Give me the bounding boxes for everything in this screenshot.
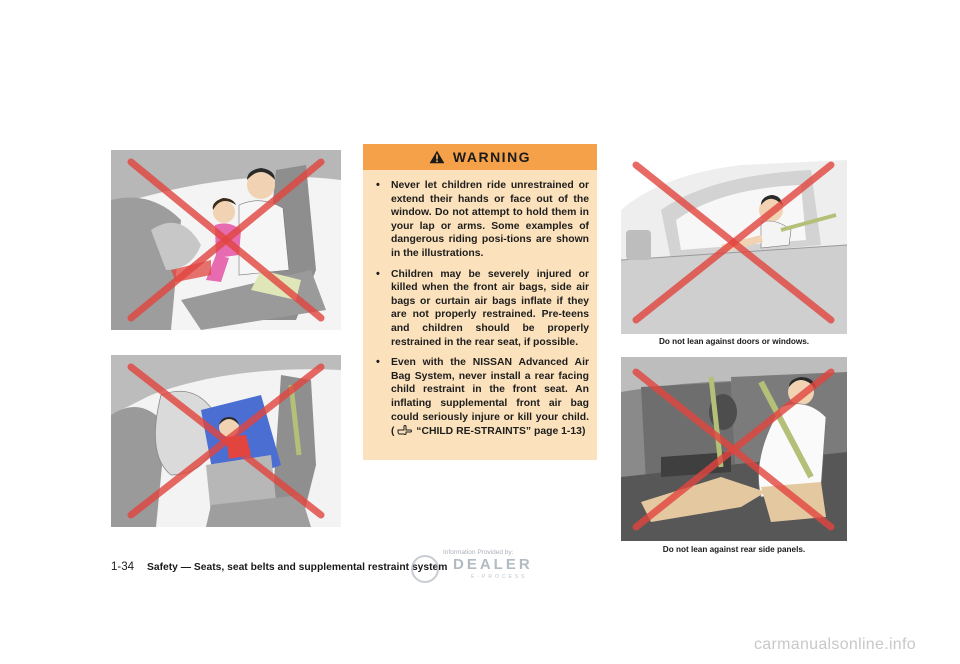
reference-link[interactable]: “CHILD RE-STRAINTS” page 1-13)	[416, 426, 586, 438]
dealer-name: DEALER	[453, 556, 533, 573]
dealer-tagline: E-PROCESS	[471, 574, 528, 580]
page-number: 1-34	[111, 561, 135, 573]
caption-side-panel: Do not lean against rear side panels.	[662, 545, 806, 554]
globe-icon	[411, 555, 439, 583]
warning-item	[373, 268, 589, 350]
warning-item-text: Never let children ride unrestrained or extend their hands or face out of the window. Do not attempt to hold them in your lap or arms. Some examples of dangerous riding posi-tions are shown in the illustrations.	[391, 180, 589, 259]
section-title: Safety — Seats, seat belts and supplemental restraint system	[147, 562, 448, 573]
dealer-provided-by: Information Provided by:	[443, 549, 514, 556]
illustration-leaning-side-panel	[621, 357, 847, 541]
bullet-icon: •	[376, 356, 380, 369]
warning-box	[363, 144, 597, 460]
warning-header	[363, 144, 597, 170]
illustration-leaning-window	[621, 150, 847, 334]
illustration-child-on-lap	[111, 150, 341, 330]
dealer-logo	[405, 549, 543, 585]
bullet-icon: •	[376, 267, 380, 280]
warning-item	[373, 179, 589, 261]
illustration-rear-facing-seat	[111, 355, 341, 527]
bullet-icon: •	[376, 179, 380, 191]
warning-triangle-icon	[429, 150, 445, 164]
warning-list	[363, 170, 597, 439]
caption-window: Do not lean against doors or windows.	[658, 337, 810, 346]
reference-hand-icon	[397, 424, 413, 436]
site-watermark: carmanualsonline.info	[754, 636, 916, 653]
warning-item-text: Even with the NISSAN Advanced Air Bag System, never install a rear facing child restraint in the front seat. An inflating supplemental front air bag could seriously injure or kill your child. (	[391, 357, 589, 438]
warning-item	[373, 356, 589, 439]
warning-title: WARNING	[452, 149, 532, 165]
warning-item-text: Children may be severely injured or killed when the front air bags, side air bags or curtain air bags inflate if they are not properly restrained. Pre-teens and children should be properly restrained in the rear seat, if possible.	[391, 268, 589, 348]
